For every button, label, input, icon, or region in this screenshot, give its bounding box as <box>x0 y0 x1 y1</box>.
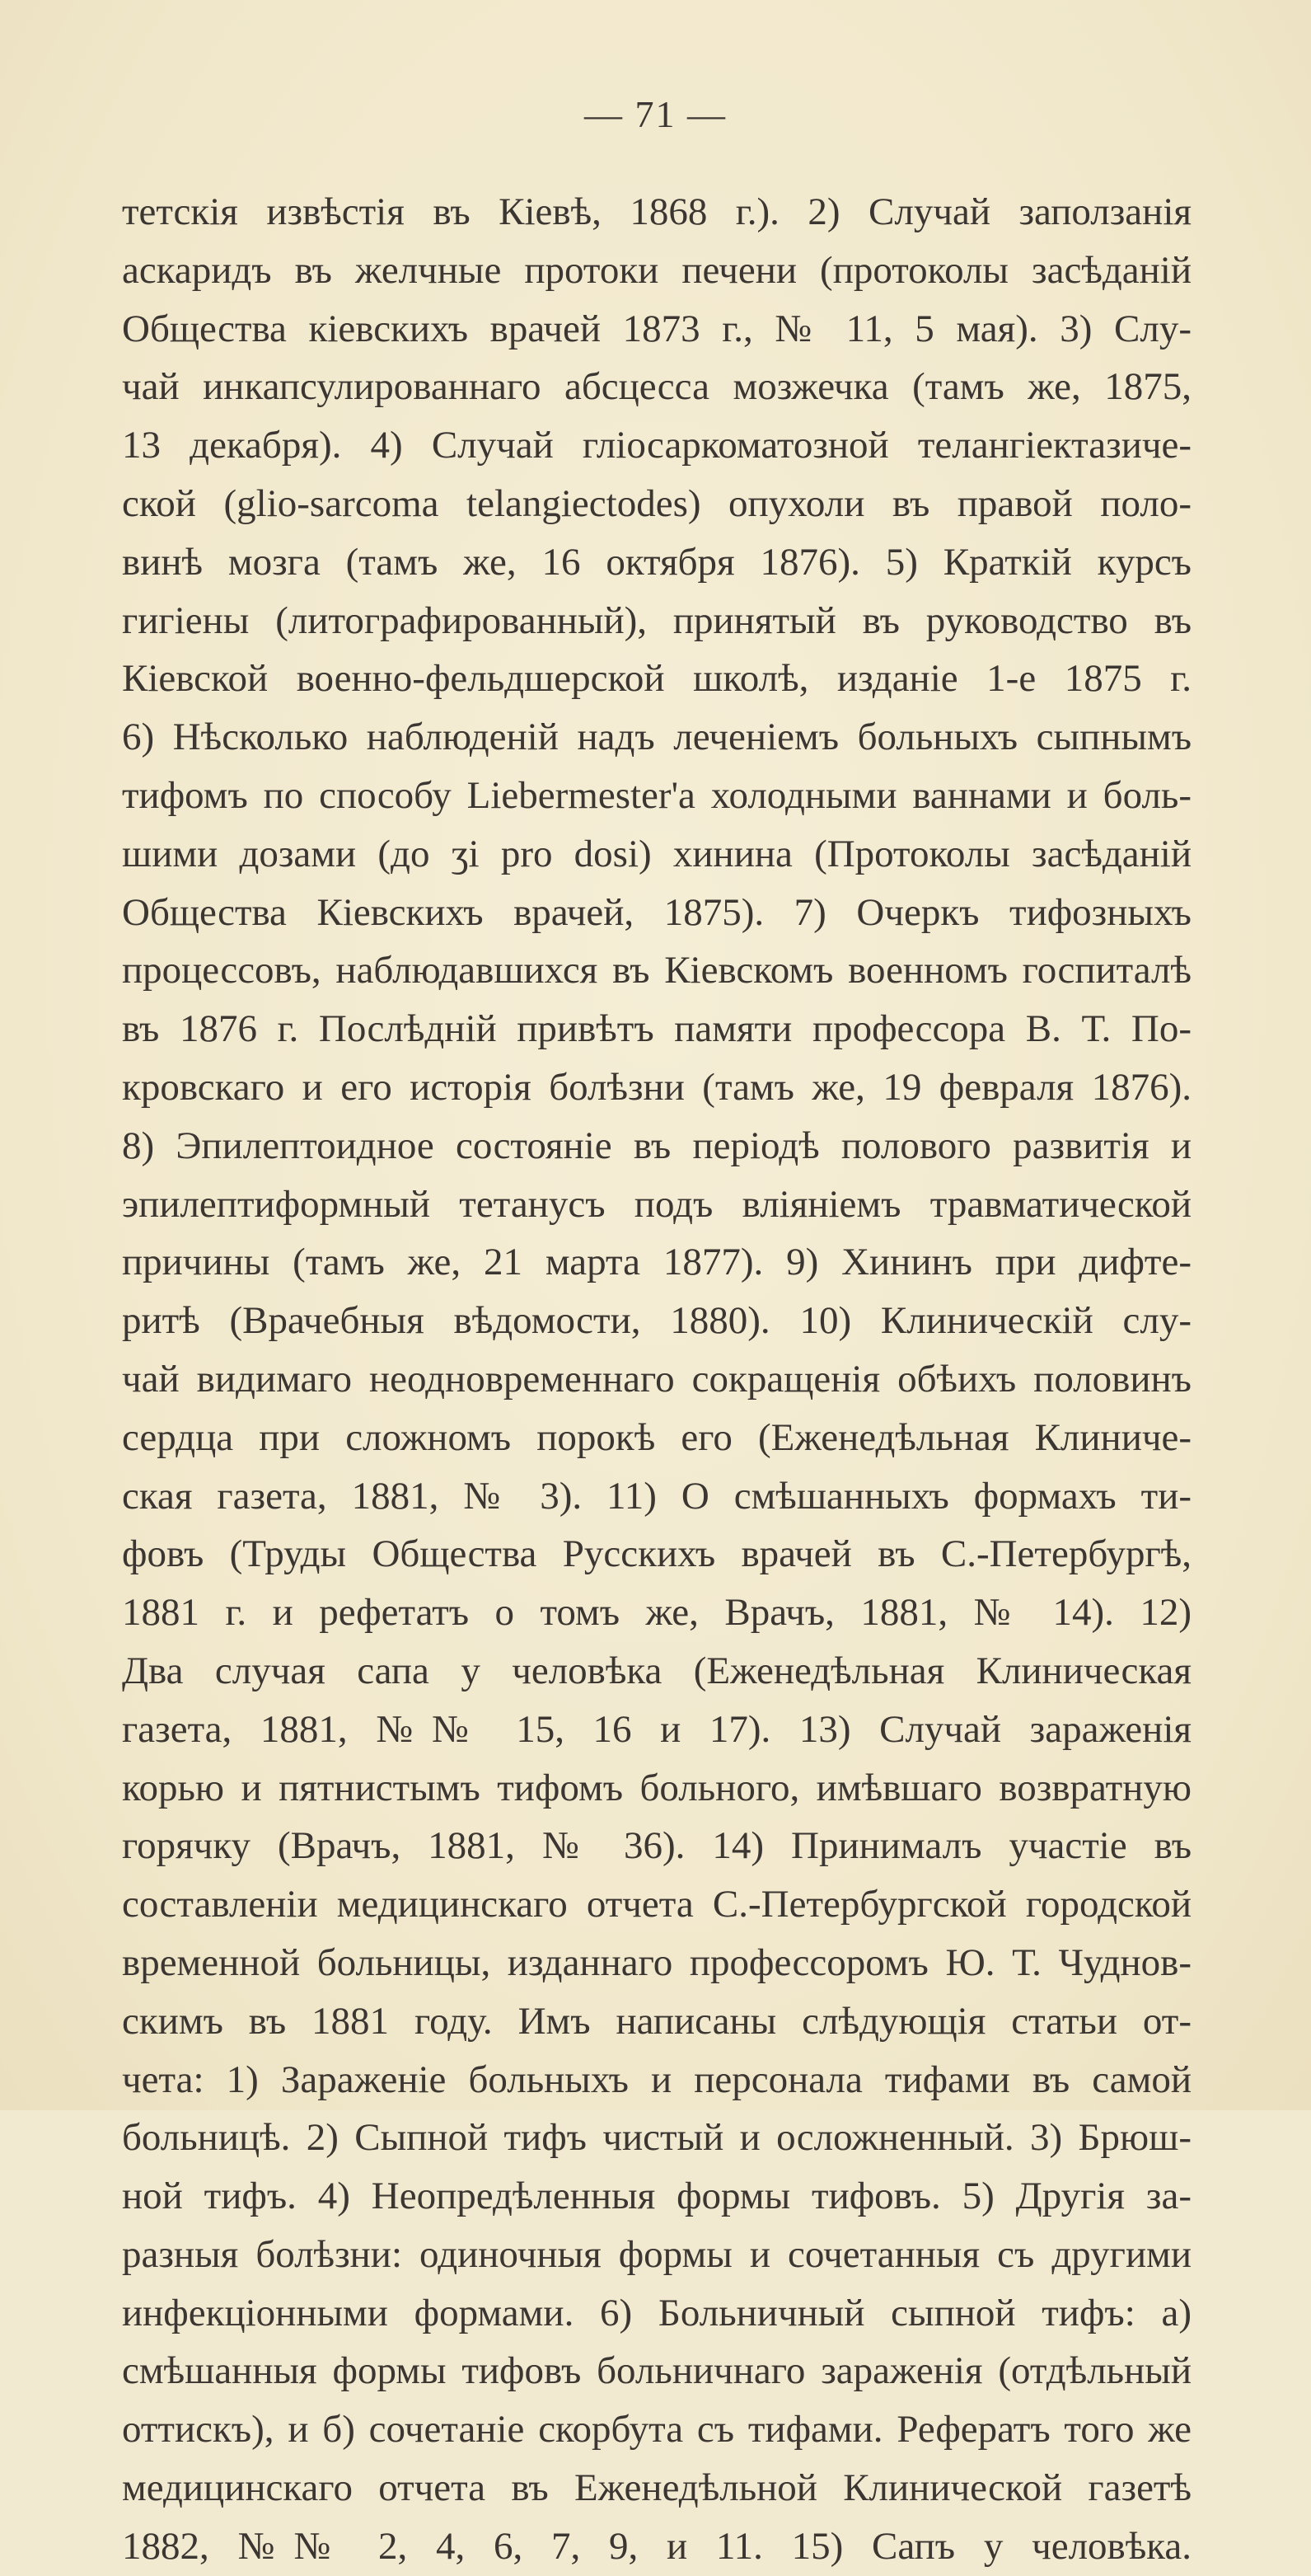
text-line: чай инкапсулированнаго абсцесса мозжечка (тамъ же, 1875, <box>122 365 1192 409</box>
text-line: ская газета, 1881, № 3). 11) О смѣшанныхъ формахъ ти- <box>122 1474 1192 1518</box>
text-line: шими дозами (до ʒi pro dosi) хинина (Протоколы засѣданій <box>122 832 1192 875</box>
text-line: временной больницы, изданнаго профессоромъ Ю. Т. Чуднов- <box>122 1940 1192 1984</box>
text-line: процессовъ, наблюдавшихся въ Кіевскомъ военномъ госпиталѣ <box>122 949 1192 992</box>
text-line: горячку (Врачъ, 1881, № 36). 14) Принималъ участіе въ <box>122 1824 1192 1868</box>
text-line: ной тифъ. 4) Неопредѣленныя формы тифовъ. 5) Другія за- <box>122 2175 1192 2218</box>
text-line: чета: 1) Зараженіе больныхъ и персонала тифами въ самой <box>122 2058 1192 2101</box>
text-line: 8) Эпилептоидное состояніе въ періодѣ полового развитія и <box>122 1124 1192 1167</box>
text-line: эпилептиформный тетанусъ подъ вліяніемъ травматической <box>122 1182 1192 1226</box>
page-number: — 71 — <box>584 93 727 135</box>
text-line: газета, 1881, №№ 15, 16 и 17). 13) Случай зараженія <box>122 1707 1192 1751</box>
text-line: тетскія извѣстія въ Кіевѣ, 1868 г.). 2) Случай заползанія <box>122 190 1192 233</box>
text-line: 1882, №№ 2, 4, 6, 7, 9, и 11. 15) Сапъ у человѣка. <box>122 2524 1192 2568</box>
text-line: 6) Нѣсколько наблюденій надъ леченіемъ больныхъ сыпнымъ <box>122 716 1192 759</box>
text-line: сердца при сложномъ порокѣ его (Еженедѣльная Клиниче- <box>122 1415 1192 1459</box>
text-line: скимъ въ 1881 году. Имъ написаны слѣдующія статьи от- <box>122 1999 1192 2043</box>
text-line: медицинскаго отчета въ Еженедѣльной Клинической газетѣ <box>122 2466 1192 2510</box>
text-line: Общества Кіевскихъ врачей, 1875). 7) Очеркъ тифозныхъ <box>122 890 1192 934</box>
text-line: причины (тамъ же, 21 марта 1877). 9) Хининъ при дифте- <box>122 1241 1192 1284</box>
text-line: фовъ (Труды Общества Русскихъ врачей въ С.-Петербургѣ, <box>122 1532 1192 1576</box>
text-line: 13 декабря). 4) Случай гліосаркоматозной телангіектазиче- <box>122 424 1192 467</box>
text-line: въ 1876 г. Послѣдній привѣтъ памяти профессора В. Т. По- <box>122 1007 1192 1051</box>
text-line: ской (glio-sarcoma telangiectodes) опухоли въ правой поло- <box>122 481 1192 525</box>
text-line: Общества кіевскихъ врачей 1873 г., № 11, 5 мая). 3) Слу- <box>122 307 1192 350</box>
body-text <box>122 183 1192 2576</box>
text-line: ритѣ (Врачебныя вѣдомости, 1880). 10) Клиническій слу- <box>122 1299 1192 1343</box>
text-line: смѣшанныя формы тифовъ больничнаго зараженія (отдѣльный <box>122 2349 1192 2393</box>
text-line: больницѣ. 2) Сыпной тифъ чистый и осложненный. 3) Брюш- <box>122 2116 1192 2160</box>
text-line: разныя болѣзни: одиночныя формы и сочетанныя съ другими <box>122 2232 1192 2276</box>
text-line: составленіи медицинскаго отчета С.-Петербургской городской <box>122 1883 1192 1926</box>
text-line: тифомъ по способу Liebermester'а холодными ваннами и боль- <box>122 773 1192 817</box>
text-line: инфекціонными формами. 6) Больничный сыпной тифъ: а) <box>122 2291 1192 2334</box>
text-line: корью и пятнистымъ тифомъ больного, имѣвшаго возвратную <box>122 1766 1192 1809</box>
text-line: кровскаго и его исторія болѣзни (тамъ же, 19 февраля 1876). <box>122 1065 1192 1109</box>
text-line: Два случая сапа у человѣка (Еженедѣльная Клиническая <box>122 1649 1192 1692</box>
text-line: оттискъ), и б) сочетаніе скорбута съ тифами. Рефератъ того же <box>122 2408 1192 2452</box>
text-line: аскаридъ въ желчные протоки печени (протоколы засѣданій <box>122 248 1192 292</box>
text-line: гигіены (литографированный), принятый въ руководство въ <box>122 598 1192 642</box>
text-line: Кіевской военно-фельдшерской школѣ, изданіе 1-е 1875 г. <box>122 657 1192 701</box>
text-line: 1881 г. и рефетатъ о томъ же, Врачъ, 1881, № 14). 12) <box>122 1591 1192 1635</box>
text-line: чай видимаго неодновременнаго сокращенія обѣихъ половинъ <box>122 1357 1192 1401</box>
text-line: винѣ мозга (тамъ же, 16 октября 1876). 5) Краткій курсъ <box>122 540 1192 584</box>
